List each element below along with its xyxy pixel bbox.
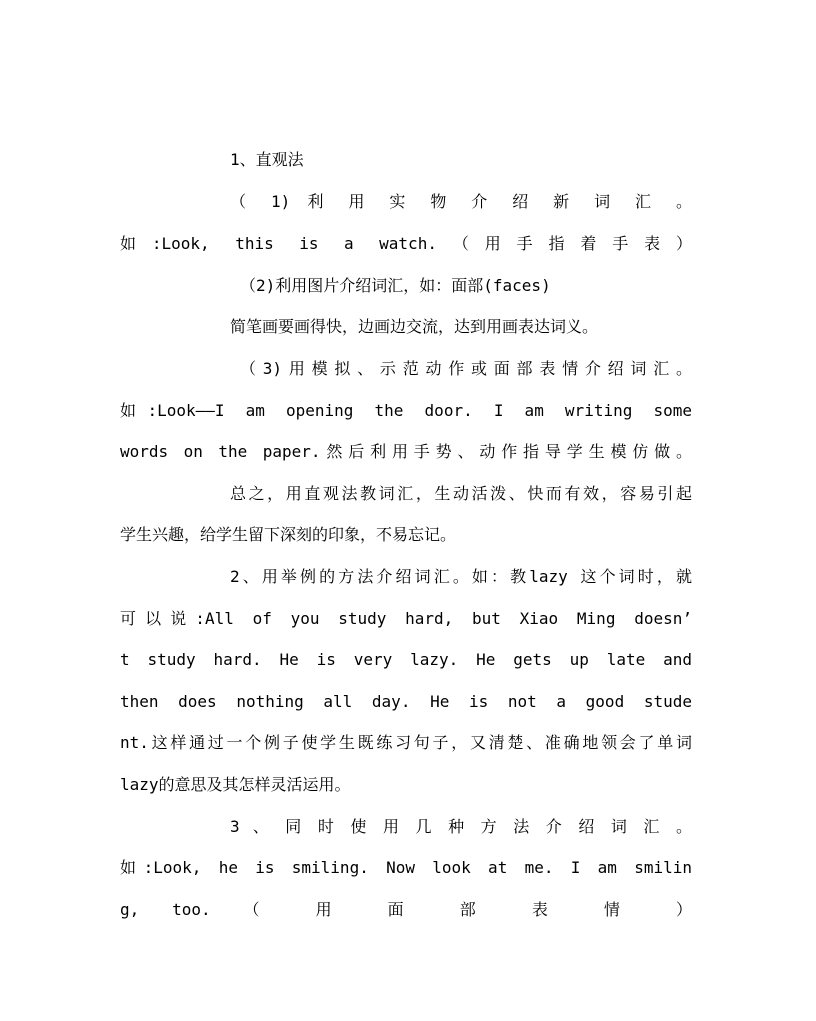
- paragraph-line: 如:Look, this is a watch.（用手指着手表）: [120, 234, 692, 253]
- paragraph-line: 简笔画要画得快，边画边交流，达到用画表达词义。: [230, 317, 599, 336]
- paragraph-line: （2)利用图片介绍词汇，如：面部(faces): [240, 276, 551, 295]
- heading-example-method: 2、用举例的方法介绍词汇。如：教lazy 这个词时，就: [230, 567, 692, 586]
- heading-direct-method: 1、直观法: [230, 150, 304, 169]
- paragraph-line: 可以说:All of you study hard, but Xiao Ming doesn’: [120, 609, 692, 628]
- heading-combined-method: 3 、 同 时 使 用 几 种 方 法 介 绍 词 汇 。: [230, 817, 692, 836]
- paragraph-line: 如:Look——I am opening the door. I am writing some: [120, 401, 692, 420]
- paragraph-line: 总之，用直观法教词汇，生动活泼、快而有效，容易引起: [230, 484, 692, 503]
- paragraph-line: nt.这样通过一个例子使学生既练习句子，又清楚、准确地领会了单词: [120, 733, 692, 752]
- paragraph-line: （ 1) 利 用 实 物 介 绍 新 词 汇 。: [230, 192, 692, 211]
- paragraph-line: 如:Look, he is smiling. Now look at me. I am smilin: [120, 858, 692, 877]
- paragraph-line: （3)用模拟、示范动作或面部表情介绍词汇。: [240, 359, 692, 378]
- paragraph-line: g, too. （ 用 面 部 表 情 ）: [120, 900, 692, 919]
- paragraph-line: t study hard. He is very lazy. He gets up late and: [120, 650, 692, 669]
- paragraph-line: words on the paper.然后利用手势、动作指导学生模仿做。: [120, 442, 692, 461]
- paragraph-line: lazy的意思及其怎样灵活运用。: [120, 775, 351, 794]
- paragraph-line: then does nothing all day. He is not a good stude: [120, 692, 692, 711]
- paragraph-line: 学生兴趣，给学生留下深刻的印象，不易忘记。: [120, 525, 457, 544]
